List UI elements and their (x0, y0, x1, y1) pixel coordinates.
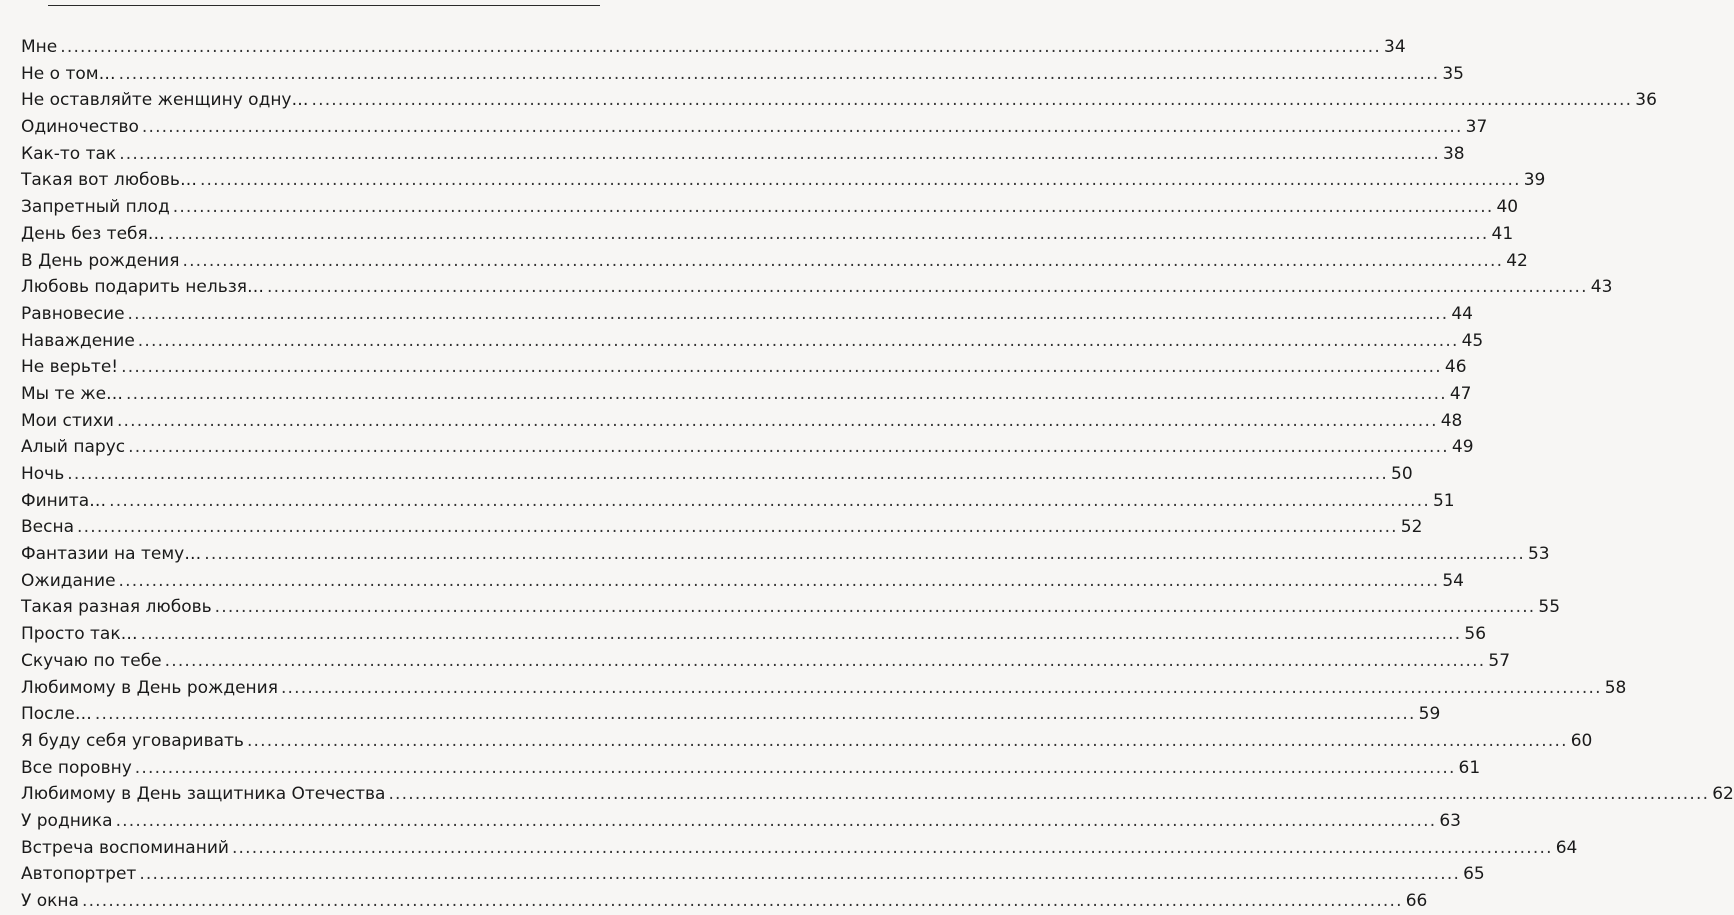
toc-entry (21, 194, 1519, 221)
toc-entry (21, 114, 1488, 141)
toc-dot-leader (109, 488, 1430, 515)
toc-entry (21, 701, 1441, 728)
toc-entry (21, 621, 1487, 648)
toc-entry (21, 835, 1578, 862)
toc-dot-leader (116, 808, 1437, 835)
toc-entry-title: Мне (21, 37, 58, 57)
toc-dot-leader (126, 381, 1447, 408)
toc-entry-page: 65 (1463, 864, 1485, 885)
toc-dot-leader (128, 301, 1449, 328)
toc-entry (21, 675, 1627, 702)
toc-entry (21, 381, 1472, 408)
toc-entry (21, 301, 1473, 328)
toc-entry-page: 49 (1451, 437, 1474, 458)
toc-entry-title: Не о том… (21, 63, 116, 84)
toc-entry (21, 728, 1593, 755)
toc-entry (21, 594, 1561, 621)
toc-entry-title: Такая разная любовь (21, 597, 212, 618)
toc-entry-title: В День рождения (21, 250, 180, 271)
toc-dot-leader (67, 461, 1388, 488)
toc-entry-title: Любовь подарить нельзя… (21, 277, 264, 298)
toc-entry (21, 408, 1463, 435)
toc-dot-leader (121, 354, 1442, 381)
toc-dot-leader (182, 248, 1503, 275)
toc-entry-page: 37 (1465, 117, 1488, 138)
toc-dot-leader (119, 568, 1440, 595)
toc-dot-leader (142, 114, 1463, 141)
toc-dot-leader (215, 594, 1536, 621)
toc-entry-title: День без тебя… (21, 223, 165, 244)
toc-entry-title: Скучаю по тебе (21, 650, 162, 671)
toc-entry-page: 41 (1491, 223, 1514, 244)
toc-entry (21, 434, 1474, 461)
toc-entry-page: 61 (1458, 757, 1481, 778)
toc-entry-page: 47 (1449, 383, 1472, 404)
toc-entry-title: Я буду себя уговаривать (21, 730, 244, 751)
toc-entry-page: 50 (1391, 464, 1413, 484)
toc-entry-title: Мы те же… (21, 383, 124, 404)
toc-entry-page: 48 (1440, 410, 1463, 431)
toc-entry (21, 461, 1413, 488)
toc-dot-leader (267, 274, 1588, 301)
toc-entry-title: Финита… (21, 490, 107, 511)
toc-entry-page: 36 (1635, 90, 1657, 111)
toc-entry-page: 46 (1444, 357, 1467, 378)
toc-entry-title: Просто так… (21, 624, 138, 645)
toc-entry-title: Не верьте! (21, 357, 119, 378)
toc-dot-leader (388, 781, 1709, 808)
toc-entry (21, 514, 1423, 541)
toc-dot-leader (141, 621, 1462, 648)
toc-dot-leader (95, 701, 1416, 728)
toc-entry-page: 35 (1442, 63, 1464, 84)
toc-entry-page: 42 (1506, 250, 1528, 271)
toc-entry-page: 40 (1496, 197, 1519, 218)
toc-entry (21, 141, 1465, 168)
toc-entry (21, 648, 1511, 675)
toc-dot-leader (312, 87, 1633, 114)
toc-entry-title: Такая вот любовь… (21, 170, 197, 191)
toc-entry-title: Все поровну (21, 757, 132, 778)
toc-entry-title: Автопортрет (21, 864, 137, 885)
toc-entry-page: 56 (1464, 624, 1487, 645)
toc-entry-title: У родника (21, 810, 113, 831)
toc-entry (21, 755, 1481, 782)
toc-entry-title: Любимому в День защитника Отечества (21, 784, 386, 805)
toc-entry-title: У окна (21, 891, 79, 911)
toc-entry-title: Ночь (21, 464, 65, 484)
toc-entry (21, 248, 1528, 275)
toc-entry (21, 488, 1455, 515)
toc-entry (21, 888, 1428, 915)
toc-entry-page: 63 (1439, 810, 1461, 831)
toc-entry-title: Любимому в День рождения (21, 677, 278, 698)
toc-entry-title: Равновесие (21, 303, 125, 324)
toc-entry-page: 53 (1527, 544, 1550, 565)
toc-dot-leader (119, 61, 1440, 88)
toc-dot-leader (232, 835, 1553, 862)
toc-entry-title: Как-то так (21, 143, 117, 164)
toc-entry (21, 354, 1467, 381)
toc-entry-title: После… (21, 704, 92, 725)
toc-entry-title: Фантазии на тему… (21, 544, 202, 565)
toc-entry (21, 61, 1464, 88)
toc-entry-page: 44 (1451, 303, 1473, 324)
toc-dot-leader (138, 328, 1459, 355)
toc-dot-leader (128, 434, 1449, 461)
toc-entry (21, 861, 1485, 888)
toc-dot-leader (135, 755, 1456, 782)
table-of-contents (21, 34, 1734, 915)
toc-entry (21, 781, 1734, 808)
toc-entry-title: Мои стихи (21, 410, 114, 431)
toc-entry-title: Не оставляйте женщину одну… (21, 90, 309, 111)
toc-dot-leader (281, 675, 1602, 702)
toc-dot-leader (165, 648, 1486, 675)
toc-entry-page: 66 (1405, 891, 1428, 911)
top-rule (48, 5, 600, 6)
toc-entry (21, 808, 1461, 835)
toc-entry-page: 55 (1538, 597, 1561, 618)
toc-dot-leader (139, 861, 1460, 888)
toc-entry (21, 274, 1613, 301)
toc-entry-page: 34 (1384, 37, 1406, 57)
toc-dot-leader (117, 408, 1438, 435)
toc-dot-leader (168, 221, 1489, 248)
toc-dot-leader (77, 514, 1398, 541)
toc-entry (21, 541, 1550, 568)
toc-entry-page: 58 (1604, 677, 1627, 698)
toc-entry (21, 328, 1484, 355)
toc-entry-page: 64 (1555, 837, 1578, 858)
toc-entry (21, 167, 1546, 194)
toc-entry-title: Встреча воспоминаний (21, 837, 229, 858)
toc-entry-title: Наваждение (21, 330, 135, 351)
toc-entry-page: 62 (1712, 784, 1734, 805)
toc-entry-page: 60 (1570, 730, 1593, 751)
toc-entry-title: Алый парус (21, 437, 126, 458)
toc-entry-page: 38 (1442, 143, 1465, 164)
toc-entry-page: 54 (1442, 570, 1464, 591)
toc-dot-leader (119, 141, 1440, 168)
toc-entry-page: 59 (1418, 704, 1441, 725)
toc-dot-leader (173, 194, 1494, 221)
toc-entry-page: 45 (1461, 330, 1484, 351)
toc-dot-leader (204, 541, 1525, 568)
toc-dot-leader (60, 34, 1381, 61)
toc-entry-title: Ожидание (21, 570, 116, 591)
toc-dot-leader (82, 888, 1403, 915)
toc-entry-page: 57 (1488, 650, 1511, 671)
toc-dot-leader (200, 167, 1521, 194)
toc-entry-title: Весна (21, 517, 75, 538)
toc-entry (21, 87, 1657, 114)
toc-entry (21, 568, 1464, 595)
toc-dot-leader (247, 728, 1568, 755)
toc-entry (21, 34, 1406, 61)
toc-entry-page: 52 (1400, 517, 1423, 538)
toc-entry-page: 51 (1432, 490, 1455, 511)
toc-entry-page: 39 (1523, 170, 1546, 191)
toc-entry-page: 43 (1590, 277, 1613, 298)
toc-entry (21, 221, 1514, 248)
toc-entry-title: Одиночество (21, 117, 139, 138)
toc-entry-title: Запретный плод (21, 197, 170, 218)
